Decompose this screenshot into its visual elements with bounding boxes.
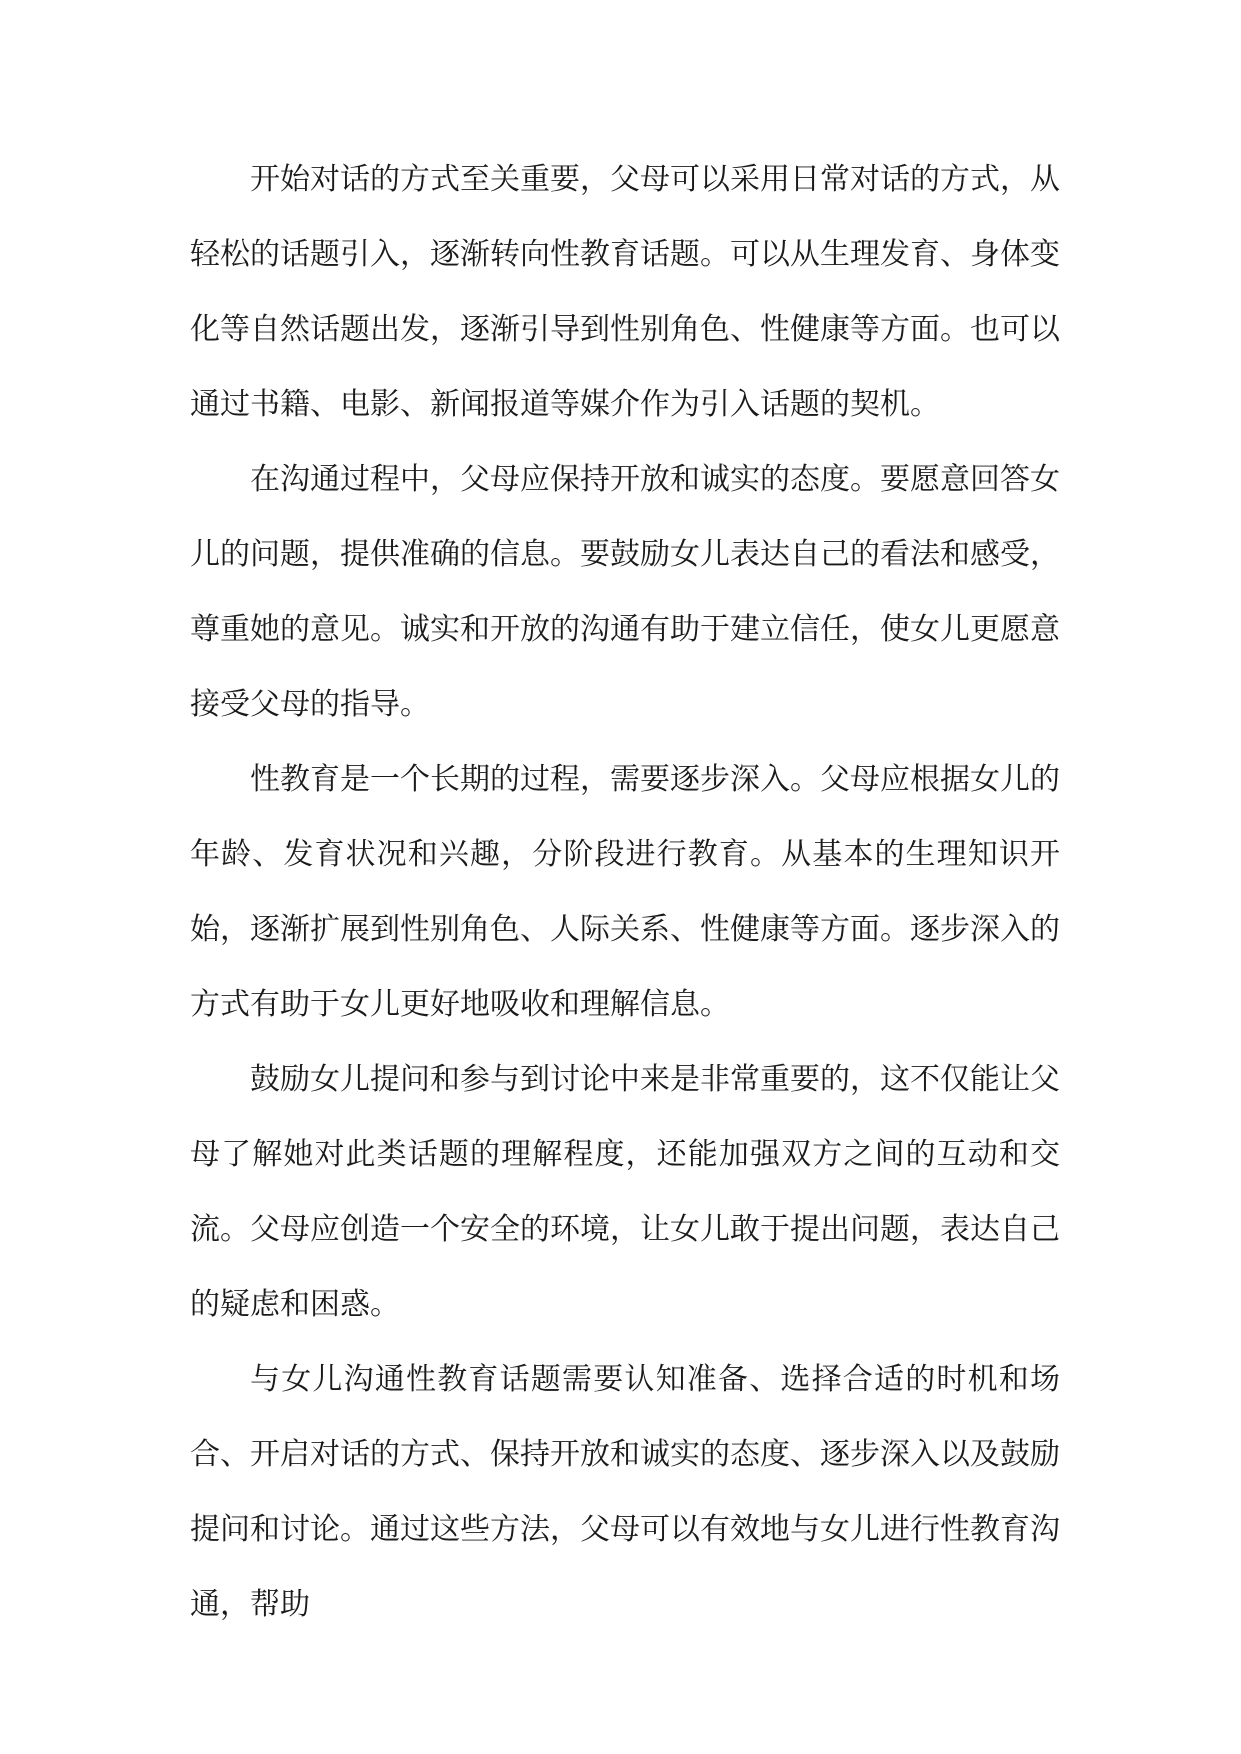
paragraph-opening-dialogue: 开始对话的方式至关重要，父母可以采用日常对话的方式，从轻松的话题引入，逐渐转向性教育话题。可以从生理发育、身体变化等自然话题出发，逐渐引导到性别角色、性健康等方面。也可以通过书籍、电影、新闻报道等媒介作为引入话题的契机。 (190, 162, 1060, 422)
document-body (190, 142, 1060, 1642)
paragraph-open-honest-attitude: 在沟通过程中，父母应保持开放和诚实的态度。要愿意回答女儿的问题，提供准确的信息。要鼓励女儿表达自己的看法和感受，尊重她的意见。诚实和开放的沟通有助于建立信任，使女儿更愿意接受父母的指导。 (190, 462, 1060, 722)
paragraph-encourage-questions: 鼓励女儿提问和参与到讨论中来是非常重要的，这不仅能让父母了解她对此类话题的理解程度，还能加强双方之间的互动和交流。父母应创造一个安全的环境，让女儿敢于提出问题，表达自己的疑虑和困惑。 (190, 1062, 1060, 1322)
paragraph-gradual-deepening: 性教育是一个长期的过程，需要逐步深入。父母应根据女儿的年龄、发育状况和兴趣，分阶段进行教育。从基本的生理知识开始，逐渐扩展到性别角色、人际关系、性健康等方面。逐步深入的方式有助于女儿更好地吸收和理解信息。 (190, 762, 1060, 1022)
paragraph-summary: 与女儿沟通性教育话题需要认知准备、选择合适的时机和场合、开启对话的方式、保持开放和诚实的态度、逐步深入以及鼓励提问和讨论。通过这些方法，父母可以有效地与女儿进行性教育沟通，帮助 (190, 1362, 1060, 1622)
